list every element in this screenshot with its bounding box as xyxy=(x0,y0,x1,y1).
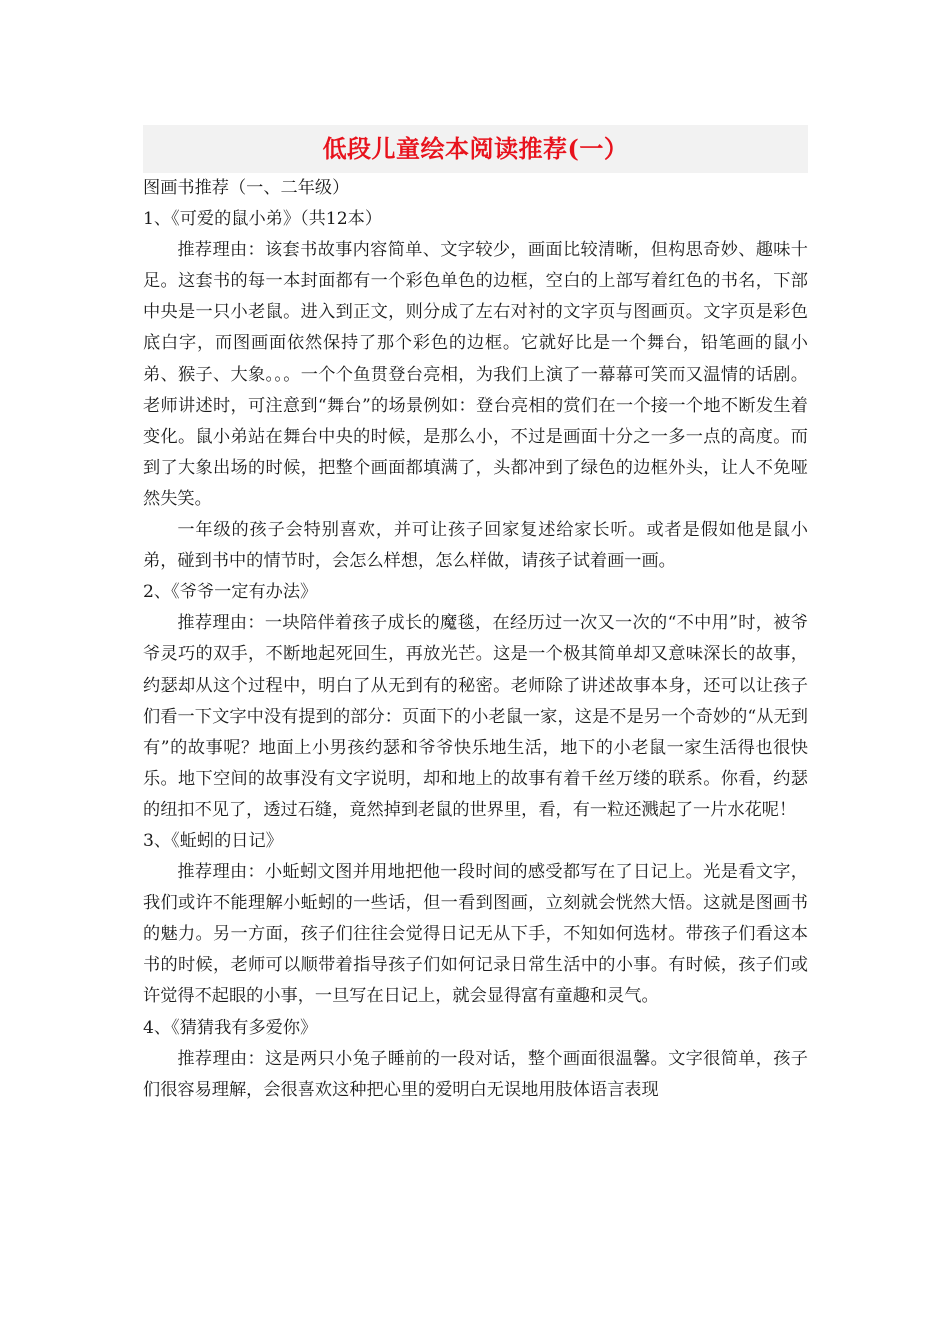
book-heading-3: 3、《蚯蚓的日记》 xyxy=(143,830,283,851)
book-heading-4: 4、《猜猜我有多爱你》 xyxy=(143,1017,318,1038)
document-body xyxy=(143,173,808,1106)
book-heading-2: 2、《爷爷一定有办法》 xyxy=(143,582,318,603)
section-subtitle: 图画书推荐（一、二年级） xyxy=(143,178,350,198)
document-page xyxy=(143,125,808,1106)
book-1-paragraph-1: 推荐理由：该套书故事内容简单、文字较少，画面比较清晰，但构思奇妙、趣味十足。这套书的每一本封面都有一个彩色单色的边框，空白的上部写着红色的书名，下部中央是一只小老鼠。进入到正文，则分成了左右对衬的文字页与图画页。文字页是彩色底白字，而图画面依然保持了那个彩色的边框。它就好比是一个舞台，铅笔画的鼠小弟、猴子、大象。。。一个个鱼贯登台亮相，为我们上演了一幕幕可笑而又温情的话剧。老师讲述时，可注意到“舞台”的场景例如：登台亮相的赏们在一个接一个地不断发生着变化。鼠小弟站在舞台中央的时候，是那么小，不过是画面十分之一多一点的高度。而到了大象出场的时候，把整个画面都填满了，头都冲到了绿色的边框外头，让人不免哑然失笑。 xyxy=(143,240,808,509)
book-heading-1: 1、《可爱的鼠小弟》（共12本） xyxy=(143,209,383,230)
book-3-paragraph-1: 推荐理由：小蚯蚓文图并用地把他一段时间的感受都写在了日记上。光是看文字，我们或许不能理解小蚯蚓的一些话，但一看到图画，立刻就会恍然大悟。这就是图画书的魅力。另一方面，孩子们往往会觉得日记无从下手，不知如何选材。带孩子们看这本书的时候，老师可以顺带着指导孩子们如何记录日常生活中的小事。有时候，孩子们或许觉得不起眼的小事，一旦写在日记上，就会显得富有童趣和灵气。 xyxy=(143,862,808,1007)
book-1-paragraph-2: 一年级的孩子会特别喜欢，并可让孩子回家复述给家长听。或者是假如他是鼠小弟，碰到书中的情节时，会怎么样想，怎么样做，请孩子试着画一画。 xyxy=(143,520,808,572)
page-title: 低段儿童绘本阅读推荐(一） xyxy=(322,134,629,163)
book-2-paragraph-1: 推荐理由：一块陪伴着孩子成长的魔毯，在经历过一次又一次的“不中用”时，被爷爷灵巧的双手，不断地起死回生，再放光芒。这是一个极其简单却又意味深长的故事，约瑟却从这个过程中，明白了从无到有的秘密。老师除了讲述故事本身，还可以让孩子们看一下文字中没有提到的部分：页面下的小老鼠一家，这是不是另一个奇妙的“从无到有”的故事呢？地面上小男孩约瑟和爷爷快乐地生活，地下的小老鼠一家生活得也很快乐。地下空间的故事没有文字说明，却和地上的故事有着千丝万缕的联系。你看，约瑟的纽扣不见了，透过石缝，竟然掉到老鼠的世界里，看，有一粒还溅起了一片水花呢！ xyxy=(143,613,808,820)
book-4-paragraph-1: 推荐理由：这是两只小兔子睡前的一段对话，整个画面很温馨。文字很简单，孩子们很容易理解，会很喜欢这种把心里的爱明白无误地用肢体语言表现 xyxy=(143,1048,808,1100)
